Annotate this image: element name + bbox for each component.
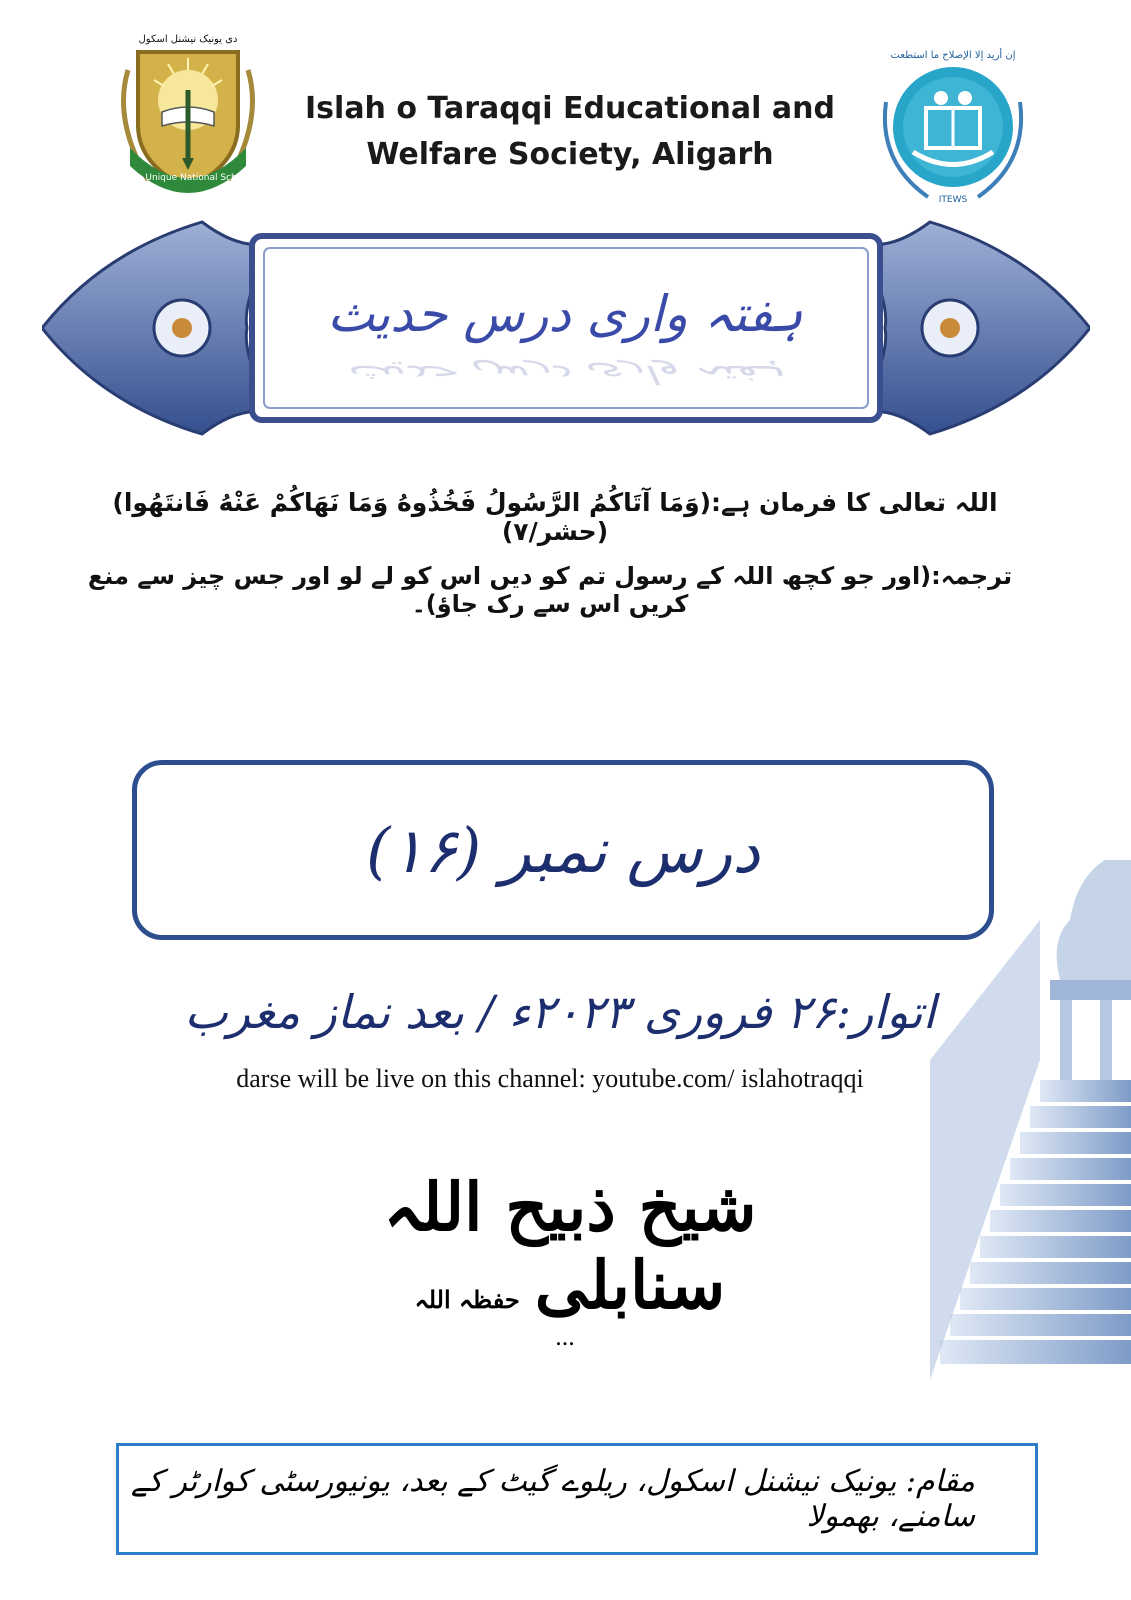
banner-title-reflection: ہفتہ واری درس حدیث <box>346 360 784 390</box>
verse-translation-line: ترجمہ:(اور جو کچھ اللہ کے رسول تم کو دیں اس کو لے لو اور جس چیز سے منع کریں اس سے رک جاؤ)۔ <box>87 562 1013 618</box>
speaker-block <box>300 1168 840 1324</box>
lesson-number: درس نمبر (۱۶) <box>366 813 760 887</box>
itews-society-logo <box>868 42 1038 207</box>
org-title-line2: Welfare Society, Aligarh <box>366 137 774 172</box>
speaker-name: شیخ ذبیح اللہ سنابلی <box>383 1168 757 1324</box>
right-logo-ring-text: إن أريد إلا الإصلاح ما استطعت <box>890 50 1016 61</box>
org-title-line1: Islah o Taraqqi Educational and <box>305 91 835 126</box>
unique-national-school-logo <box>108 30 268 202</box>
lesson-number-box <box>132 760 994 940</box>
ellipsis-text: ... <box>555 1322 575 1351</box>
venue-box <box>116 1443 1038 1555</box>
left-logo-top-text: دی یونیک نیشنل اسکول <box>138 34 238 45</box>
venue-address: مقام: یونیک نیشنل اسکول، ریلوے گیٹ کے بعد، یونیورسٹی کوارٹر کے سامنے، بھمولا <box>130 1464 975 1534</box>
banner-title: ہفتہ واری درس حدیث <box>327 285 803 343</box>
speaker-honorific: حفظہ اللہ <box>414 1285 520 1314</box>
quran-verse-line: اللہ تعالی کا فرمان ہے:(وَمَا آتَاكُمُ الرَّسُولُ فَخُذُوهُ وَمَا نَهَاكُمْ عَنْهُ فَانتَهُوا)(حشر/۷) <box>112 488 998 546</box>
left-logo-ring-text: The Unique National School <box>125 173 251 183</box>
youtube-live-notice: darse will be live on this channel: youtube.com/ islahotraqqi <box>236 1064 864 1093</box>
right-logo-bottom-text: ITEWS <box>938 195 968 205</box>
organization-title <box>300 86 840 178</box>
event-date-time: اتوار:۲۶ فروری ۲۰۲۳ء / بعد نماز مغرب <box>184 985 936 1039</box>
